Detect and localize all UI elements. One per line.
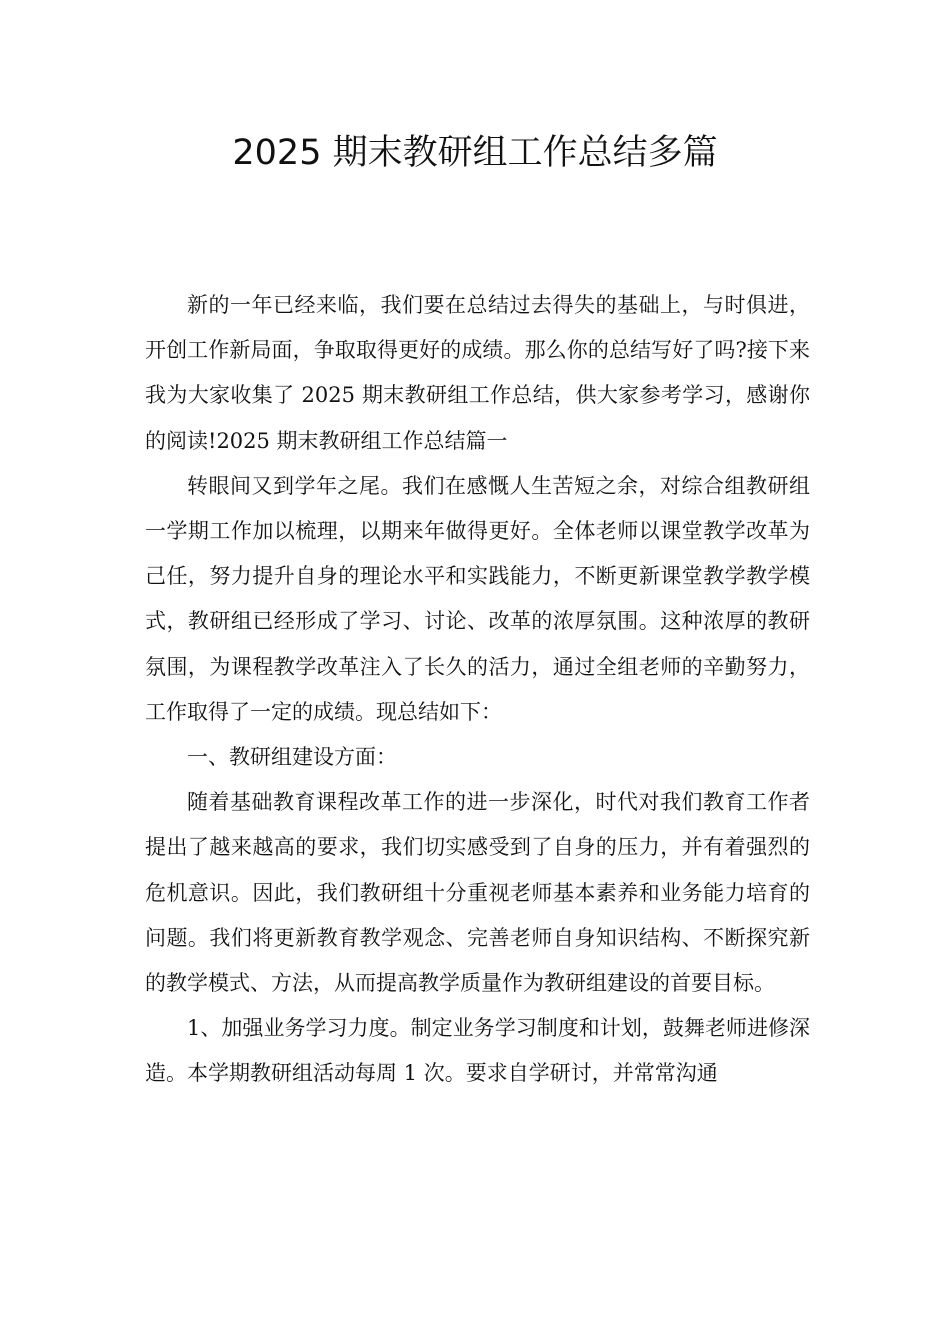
paragraph-study-item: 1、加强业务学习力度。制定业务学习制度和计划，鼓舞老师进修深造。本学期教研组活动每周 1 次。要求自学研讨，并常常沟通 bbox=[145, 1016, 810, 1086]
section-heading: 一、教研组建设方面： bbox=[187, 745, 397, 770]
paragraph-overview: 转眼间又到学年之尾。我们在感慨人生苦短之余，对综合组教研组一学期工作加以梳理，以期来年做得更好。全体老师以课堂教学改革为己任，努力提升自身的理论水平和实践能力，不断更新课堂教学教学模式，教研组已经形成了学习、讨论、改革的浓厚氛围。这种浓厚的教研氛围，为课程教学改革注入了长久的活力，通过全组老师的辛勤努力，工作取得了一定的成绩。现总结如下： bbox=[145, 473, 810, 724]
document-title: 2025 期末教研组工作总结多篇 bbox=[232, 133, 718, 173]
document-body bbox=[145, 283, 810, 1097]
paragraph-team-building: 随着基础教育课程改革工作的进一步深化，时代对我们教育工作者提出了越来越高的要求，我们切实感受到了自身的压力，并有着强烈的危机意识。因此，我们教研组十分重视老师基本素养和业务能力培育的问题。我们将更新教育教学观念、完善老师自身知识结构、不断探究新的教学模式、方法，从而提高教学质量作为教研组建设的首要目标。 bbox=[145, 790, 810, 996]
paragraph-intro: 新的一年已经来临，我们要在总结过去得失的基础上，与时俱进，开创工作新局面，争取取得更好的成绩。那么你的总结写好了吗?接下来我为大家收集了 2025 期末教研组工作总结，供大家参考学习，感谢你的阅读!2025 期末教研组工作总结篇一 bbox=[145, 293, 810, 453]
